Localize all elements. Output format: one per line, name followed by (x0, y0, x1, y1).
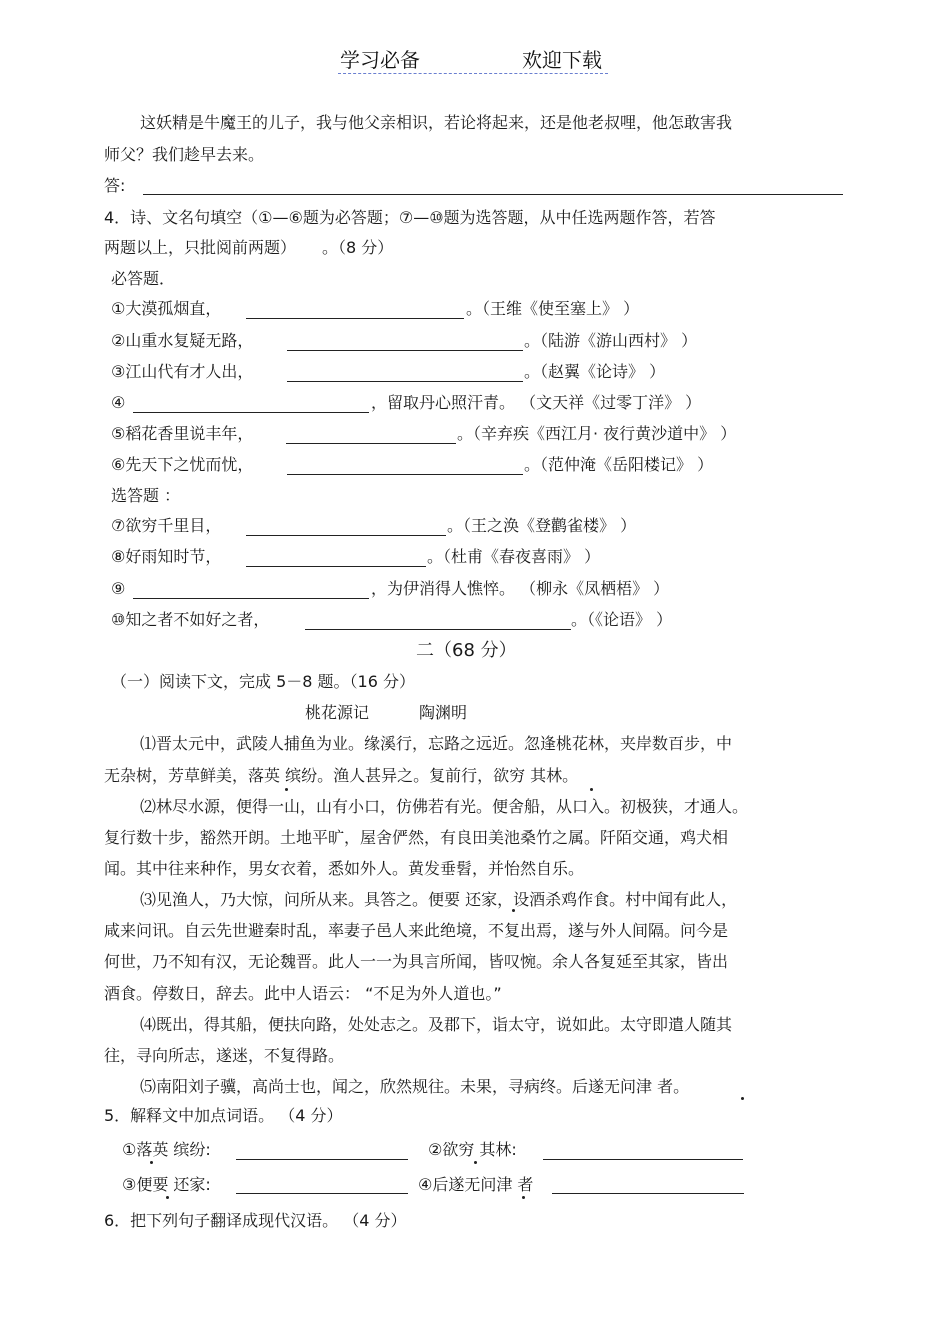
q4-opt-9-blank[interactable] (133, 598, 369, 599)
para-3-line-1: ⑶见渔人，乃大惊，问所从来。具答之。便要 还家，设酒杀鸡作食。村中闻有此人， (140, 890, 738, 909)
q4-opt-10-text: ⑩知之者不如好之者， (111, 610, 270, 629)
q4-item-5-source: 。（辛弃疾《西江月· 夜行黄沙道中》 ） (457, 424, 737, 443)
para-4-line-1: ⑷既出，得其船，便扶向路，处处志之。及郡下，诣太守，说如此。太守即遣人随其 (140, 1015, 733, 1034)
answer-blank[interactable] (143, 194, 843, 195)
q4-opt-10-source: 。（《论语》 ） (571, 610, 673, 629)
q5-title: 5．解释文中加点词语。 （4 分） (104, 1106, 343, 1125)
para-3-line-4: 酒食。停数日，辞去。此中人语云： “不足为外人道也。” (104, 984, 502, 1003)
optional-label: 选答题 ： (111, 486, 181, 505)
q5-a-blank[interactable] (236, 1159, 408, 1160)
q4-item-2-text: ②山重水复疑无路， (111, 331, 254, 350)
q4-opt-7-blank[interactable] (246, 535, 446, 536)
para-3-line-3: 何世，乃不知有汉，无论魏晋。此人一一为具言所闻，皆叹惋。余人各复延至其家，皆出 (104, 952, 729, 971)
q4-opt-9-source: ，为伊消得人憔悴。 （柳永《凤栖梧》 ） (371, 579, 670, 598)
q4-item-5-blank[interactable] (286, 443, 456, 444)
section-2-title: 二（68 分） (416, 640, 517, 661)
para-1-line-1: ⑴晋太元中，武陵人捕鱼为业。缘溪行，忘路之远近。忽逢桃花林，夹岸数百步，中 (140, 734, 733, 753)
emphasis-dot (512, 909, 515, 912)
q4-item-2-blank[interactable] (287, 350, 523, 351)
q4-item-4-blank[interactable] (133, 412, 369, 413)
q4-opt-9-text: ⑨ (111, 579, 126, 598)
q4-line-1: 4．诗、文名句填空（①—⑥题为必答题；⑦—⑩题为选答题，从中任选两题作答，若答 (104, 208, 716, 227)
q5-b-blank[interactable] (543, 1159, 743, 1160)
para-2-line-1: ⑵林尽水源，便得一山，山有小口，仿佛若有光。便舍船，从口入。初极狭，才通人。 (140, 797, 749, 816)
header-right: 欢迎下载 (522, 48, 602, 72)
header-dotted-rule (338, 73, 608, 74)
intro-line-2: 师父？我们趁早去来。 (104, 145, 265, 164)
q4-opt-8-blank[interactable] (246, 566, 426, 567)
q4-item-6-text: ⑥先天下之忧而忧， (111, 455, 254, 474)
q4-item-3-blank[interactable] (287, 381, 523, 382)
q4-item-6-source: 。（范仲淹《岳阳楼记》 ） (524, 455, 714, 474)
q4-item-4-source: ，留取丹心照汗青。 （文天祥《过零丁洋》 ） (371, 393, 702, 412)
emphasis-dot (285, 788, 288, 791)
para-2-line-3: 闻。其中往来种作，男女衣着，悉如外人。黄发垂髫，并怡然自乐。 (104, 859, 585, 878)
q4-item-1-text: ①大漠孤烟直， (111, 299, 222, 318)
q5-b-label: ②欲穷 其林: (428, 1140, 517, 1159)
answer-label: 答: (104, 176, 126, 195)
para-3-line-2: 咸来问讯。自云先世避秦时乱，率妻子邑人来此绝境，不复出焉，遂与外人间隔。问今是 (104, 921, 729, 940)
emphasis-dot (150, 1161, 153, 1164)
q4-item-6-blank[interactable] (287, 474, 523, 475)
q5-d-label: ④后遂无问津 者 (418, 1175, 534, 1194)
q4-item-4-text: ④ (111, 393, 126, 412)
q4-opt-10-blank[interactable] (305, 629, 571, 630)
essay-title: 桃花源记 (305, 703, 370, 722)
q4-line-2: 两题以上，只批阅前两题） (104, 238, 297, 257)
reading-intro: （一）阅读下文，完成 5－8 题。（16 分） (111, 672, 415, 691)
q5-c-label: ③便要 还家: (122, 1175, 211, 1194)
q4-opt-7-text: ⑦欲穷千里目， (111, 516, 222, 535)
q4-opt-8-source: 。（杜甫《春夜喜雨》 ） (427, 547, 601, 566)
q5-a-label: ①落英 缤纷: (122, 1140, 211, 1159)
q4-opt-7-source: 。（王之涣《登鹳雀楼》 ） (447, 516, 637, 535)
emphasis-dot (522, 1196, 525, 1199)
q5-d-blank[interactable] (552, 1193, 744, 1194)
emphasis-dot (741, 1097, 744, 1100)
para-2-line-2: 复行数十步，豁然开朗。土地平旷，屋舍俨然，有良田美池桑竹之属。阡陌交通，鸡犬相 (104, 828, 729, 847)
intro-line-1: 这妖精是牛魔王的儿子，我与他父亲相识，若论将起来，还是他老叔哩，他怎敢害我 (140, 113, 733, 132)
q5-c-blank[interactable] (236, 1193, 408, 1194)
header-left: 学习必备 (340, 48, 420, 72)
q4-item-1-blank[interactable] (246, 318, 464, 319)
emphasis-dot (474, 1161, 477, 1164)
q6-title: 6．把下列句子翻译成现代汉语。 （4 分） (104, 1211, 407, 1230)
emphasis-dot (166, 1196, 169, 1199)
required-label: 必答题． (111, 269, 176, 288)
q4-item-3-source: 。（赵翼《论诗》 ） (524, 362, 666, 381)
q4-item-2-source: 。（陆游《游山西村》 ） (524, 331, 698, 350)
q4-item-5-text: ⑤稻花香里说丰年， (111, 424, 254, 443)
q4-score: 。（8 分） (322, 238, 394, 257)
emphasis-dot (590, 788, 593, 791)
essay-author: 陶渊明 (419, 703, 468, 722)
q4-opt-8-text: ⑧好雨知时节， (111, 547, 222, 566)
q4-item-3-text: ③江山代有才人出， (111, 362, 254, 381)
para-1-line-2: 无杂树，芳草鲜美，落英 缤纷。渔人甚异之。复前行，欲穷 其林。 (104, 766, 579, 785)
para-5-line-1: ⑸南阳刘子骥，高尚士也，闻之，欣然规往。未果，寻病终。后遂无问津 者。 (140, 1077, 690, 1096)
para-4-line-2: 往，寻向所志，遂迷，不复得路。 (104, 1046, 345, 1065)
q4-item-1-source: 。（王维《使至塞上》 ） (466, 299, 640, 318)
